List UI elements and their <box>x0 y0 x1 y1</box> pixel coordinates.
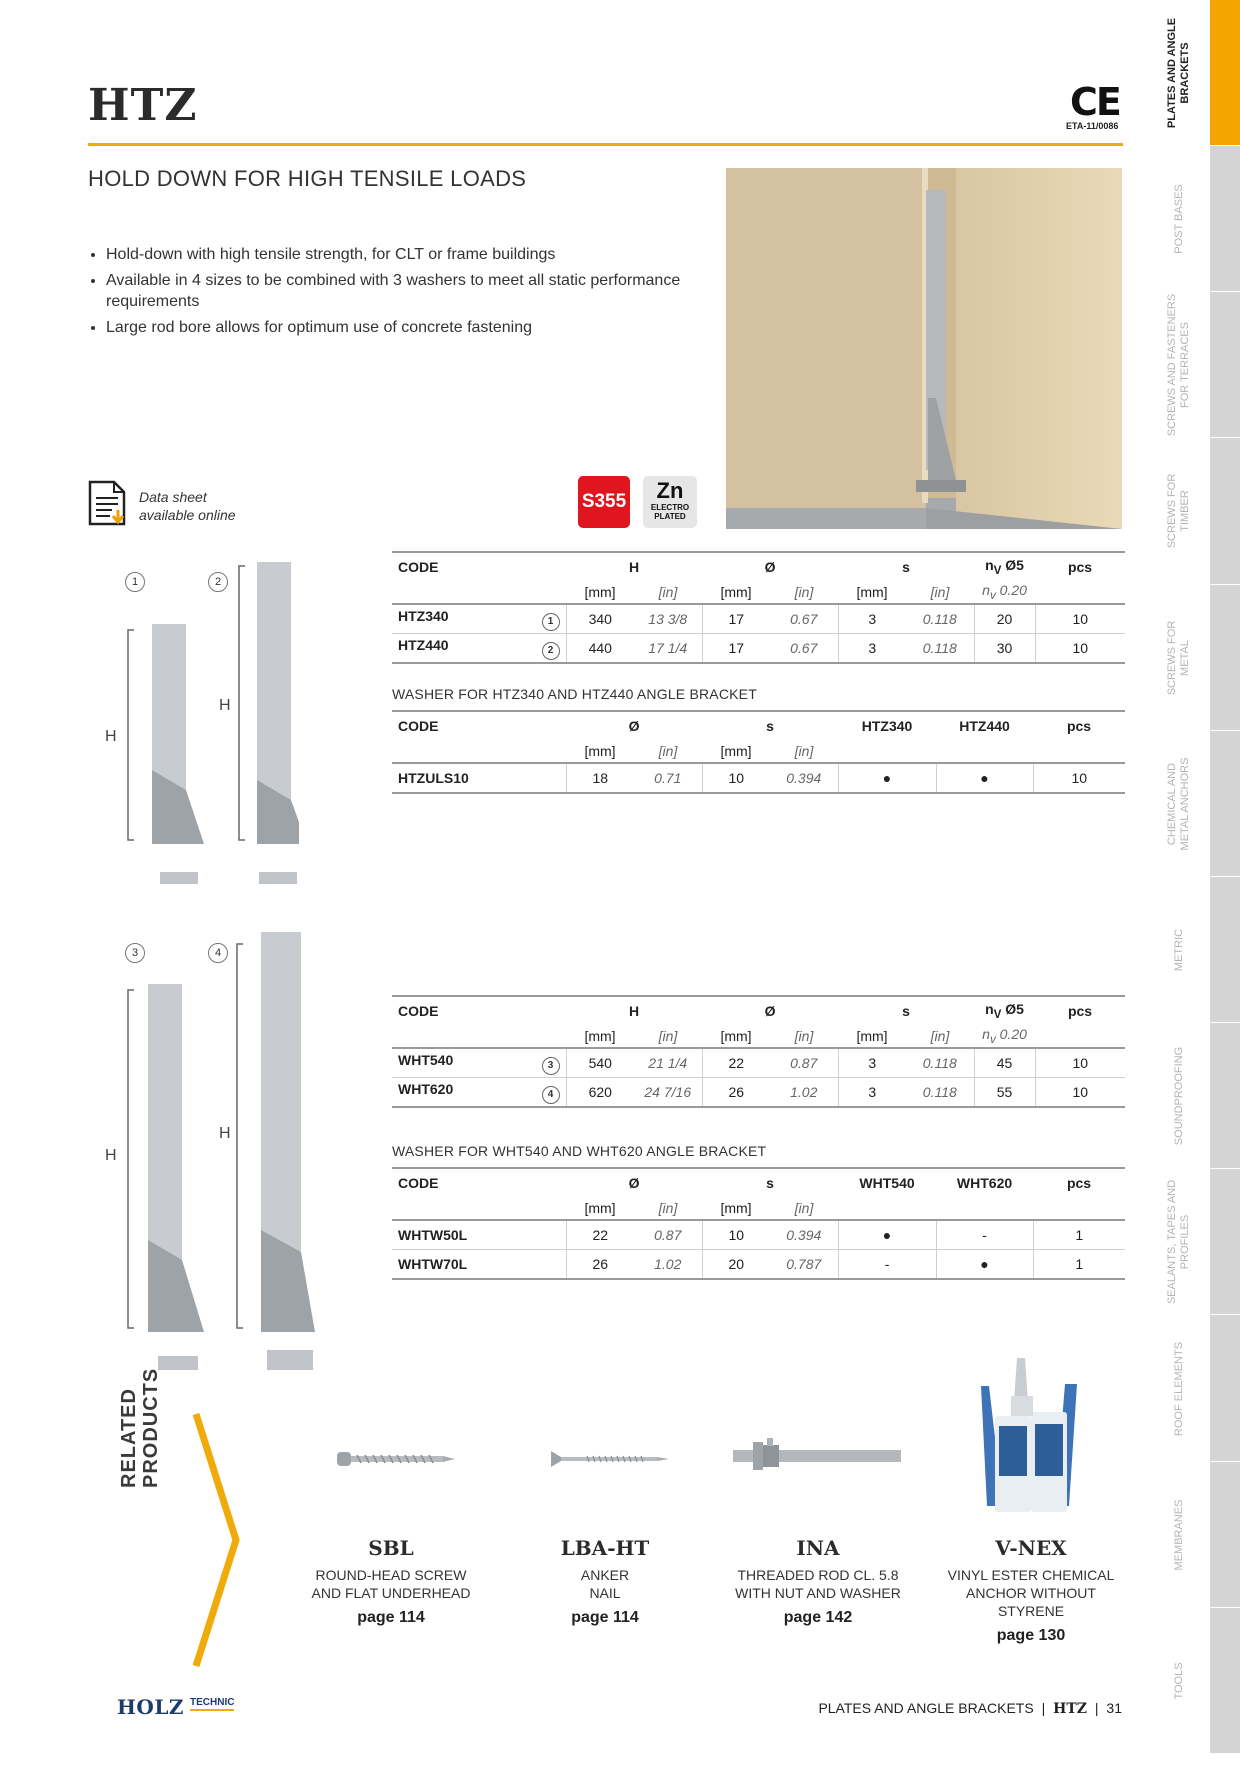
eta-number: ETA-11/0086 <box>1066 121 1119 131</box>
height-label: H <box>219 697 231 714</box>
height-label: H <box>105 1147 117 1164</box>
htz-washer-table <box>392 710 1125 794</box>
col-pcs: pcs <box>1035 552 1125 581</box>
col-code: CODE <box>392 552 566 581</box>
sidebar-tab-label: SCREWS AND FASTENERS FOR TERRACES <box>1166 294 1191 437</box>
sidebar-tab[interactable] <box>1210 438 1240 584</box>
datasheet-icon[interactable] <box>88 480 128 531</box>
col-nv: $n_V$ Ø5 <box>974 552 1035 581</box>
page-link[interactable]: page 142 <box>783 1609 853 1626</box>
bracket-drawing-wht540 <box>124 930 214 1385</box>
col-h: H <box>566 552 702 581</box>
page-link[interactable]: page 130 <box>996 1627 1066 1644</box>
table-header: CODE H Ø s $n_V$ Ø5 pcs <box>392 996 1125 1025</box>
table-row: WHT620 4 620 24 7/16 26 1.02 3 0.118 55 10 <box>392 1078 1125 1108</box>
datasheet-text[interactable]: Data sheet available online <box>139 489 236 523</box>
col-s: s <box>838 552 974 581</box>
sidebar-tab-label: ROOF ELEMENTS <box>1172 1341 1185 1436</box>
figure-number: 4 <box>208 943 228 963</box>
table-header: CODE Ø s WHT540 WHT620 pcs <box>392 1168 1125 1197</box>
washer-table-title: WASHER FOR WHT540 AND WHT620 ANGLE BRACKET <box>392 1143 767 1159</box>
ina-threaded-rod-image <box>731 1434 903 1483</box>
sidebar-tab[interactable] <box>1210 0 1240 146</box>
table-header <box>392 552 1125 581</box>
related-products-label: RELATED PRODUCTS <box>118 1367 162 1488</box>
sidebar-tab[interactable] <box>1210 731 1240 877</box>
bracket-drawing-wht620 <box>209 930 319 1385</box>
table-row: WHTW70L 26 1.02 20 0.787 - ● 1 <box>392 1250 1125 1280</box>
col-diameter: Ø <box>702 552 838 581</box>
sidebar-tab[interactable] <box>1210 292 1240 438</box>
title-divider <box>88 143 1123 146</box>
sidebar-tab[interactable] <box>1210 1462 1240 1608</box>
sidebar-tab-label: SCREWS FOR METAL <box>1166 620 1191 695</box>
footer-breadcrumb: PLATES AND ANGLE BRACKETS | HTZ | 31 <box>818 1700 1122 1717</box>
sidebar-tab-label: MEMBRANES <box>1172 1499 1185 1571</box>
product-photo <box>726 168 1122 529</box>
height-label: H <box>219 1125 231 1142</box>
coating-badge: Zn ELECTRO PLATED <box>643 476 697 528</box>
bracket-drawing-htz340 <box>124 560 214 895</box>
chevron-divider <box>192 1412 242 1673</box>
sidebar-tab[interactable] <box>1210 1023 1240 1169</box>
table-row: HTZULS10 18 0.71 10 0.394 ● ● 10 <box>392 763 1125 793</box>
sidebar-tab-label: METRIC <box>1172 928 1185 972</box>
sidebar-tab[interactable] <box>1210 1608 1240 1754</box>
sidebar-tab-label: PLATES AND ANGLE BRACKETS <box>1166 17 1191 129</box>
page-subtitle: HOLD DOWN FOR HIGH TENSILE LOADS <box>88 166 527 191</box>
sidebar-tab-label: CHEMICAL AND METAL ANCHORS <box>1166 757 1191 851</box>
table-unit-row: [mm] [in] [mm] [in] [mm] [in] $n_v$ 0.20 <box>392 1025 1125 1048</box>
feature-item: • Large rod bore allows for optimum use of concrete fastening <box>106 317 706 338</box>
sidebar-tab[interactable] <box>1210 1315 1240 1461</box>
sidebar-tab-label: SEALANTS, TAPES AND PROFILES <box>1166 1180 1191 1305</box>
sidebar-tab[interactable] <box>1210 877 1240 1023</box>
sbl-screw-image <box>337 1447 457 1476</box>
table-row: HTZ440 2 440 17 1/4 17 0.67 3 0.118 30 10 <box>392 634 1125 664</box>
wht-spec-table <box>392 995 1125 1108</box>
table-row: HTZ340 1 340 13 3/8 17 0.67 3 0.118 20 10 <box>392 604 1125 634</box>
sidebar-tab-label: TOOLS <box>1172 1662 1185 1700</box>
table-unit-row: [mm] [in] [mm] [in] [mm] [in] $n_v$ 0.20 <box>392 581 1125 604</box>
table-row: WHTW50L 22 0.87 10 0.394 ● - 1 <box>392 1220 1125 1250</box>
page-title: HTZ <box>88 80 198 131</box>
page-link[interactable]: page 114 <box>571 1609 639 1626</box>
htz-spec-table <box>392 551 1125 664</box>
sidebar-tab-label: SCREWS FOR TIMBER <box>1166 474 1191 549</box>
related-product-v-nex[interactable]: V-NEX VINYL ESTER CHEMICAL ANCHOR WITHOUT STYRENE page 130 <box>931 1536 1131 1645</box>
steel-grade-badge: S355 <box>578 476 630 528</box>
height-label: H <box>105 728 117 745</box>
table-row: WHT540 3 540 21 1/4 22 0.87 3 0.118 45 10 <box>392 1048 1125 1078</box>
sidebar-tab-label: SOUNDPROOFING <box>1172 1046 1185 1146</box>
figure-number: 2 <box>208 572 228 592</box>
ce-mark: CE <box>1070 80 1120 124</box>
wht-washer-table <box>392 1167 1125 1280</box>
washer-table-title: WASHER FOR HTZ340 AND HTZ440 ANGLE BRACKET <box>392 686 757 702</box>
sidebar-tab-label: POST BASES <box>1172 184 1185 254</box>
lba-ht-nail-image <box>551 1447 671 1476</box>
v-nex-cartridge-image <box>973 1356 1083 1525</box>
feature-item: • Available in 4 sizes to be combined with 3 washers to meet all static performance requirements <box>106 270 706 312</box>
table-unit-row: [mm] [in] [mm] [in] <box>392 1197 1125 1220</box>
brand-logo-tag: TECHNIC <box>190 1697 234 1711</box>
sidebar-tab[interactable] <box>1210 1169 1240 1315</box>
feature-list <box>88 244 706 343</box>
brand-logo: HOLZ <box>117 1695 184 1719</box>
table-header: CODE Ø s HTZ340 HTZ440 pcs <box>392 711 1125 740</box>
bracket-drawing-htz440 <box>209 560 299 895</box>
figure-number: 1 <box>125 572 145 592</box>
related-product-sbl[interactable]: SBL ROUND-HEAD SCREW AND FLAT UNDERHEAD page 114 <box>291 1536 491 1627</box>
related-product-ina[interactable]: INA THREADED ROD CL. 5.8 WITH NUT AND WASHER page 142 <box>718 1536 918 1627</box>
figure-number: 3 <box>125 943 145 963</box>
sidebar-tab[interactable] <box>1210 585 1240 731</box>
sidebar-tab[interactable] <box>1210 146 1240 292</box>
table-unit-row: [mm] [in] [mm] [in] <box>392 740 1125 763</box>
page-link[interactable]: page 114 <box>357 1609 425 1626</box>
page-number: 31 <box>1106 1700 1122 1716</box>
feature-item: • Hold-down with high tensile strength, for CLT or frame buildings <box>106 244 706 265</box>
related-product-lba-ht[interactable]: LBA-HT ANKER NAIL page 114 <box>505 1536 705 1627</box>
